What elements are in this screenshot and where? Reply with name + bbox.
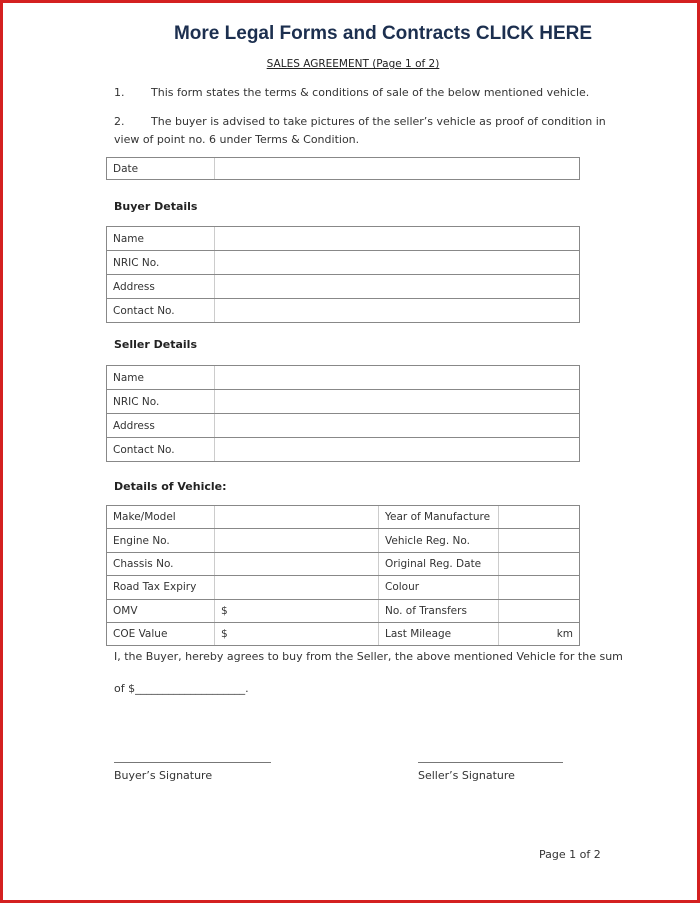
seller-name-field[interactable] xyxy=(215,366,580,390)
seller-contact-field[interactable] xyxy=(215,438,580,462)
date-table xyxy=(106,157,580,180)
seller-address-label: Address xyxy=(107,414,215,438)
buyer-address-label: Address xyxy=(107,275,215,299)
table-row xyxy=(107,576,580,599)
vehicle-right-value[interactable] xyxy=(499,552,580,575)
seller-signature-label: Seller’s Signature xyxy=(418,769,515,782)
table-row xyxy=(107,251,580,275)
seller-nric-label: NRIC No. xyxy=(107,390,215,414)
seller-name-label: Name xyxy=(107,366,215,390)
vehicle-left-label: Engine No. xyxy=(107,529,215,552)
vehicle-right-value[interactable] xyxy=(499,599,580,622)
page-number: Page 1 of 2 xyxy=(539,848,601,861)
table-row xyxy=(107,158,580,180)
vehicle-left-value[interactable] xyxy=(215,576,379,599)
vehicle-right-value[interactable] xyxy=(499,506,580,529)
table-row xyxy=(107,552,580,575)
buyer-contact-label: Contact No. xyxy=(107,299,215,323)
vehicle-left-value[interactable] xyxy=(215,552,379,575)
vehicle-details-heading: Details of Vehicle: xyxy=(114,480,227,493)
vehicle-left-label: Road Tax Expiry xyxy=(107,576,215,599)
vehicle-right-value[interactable] xyxy=(499,576,580,599)
vehicle-left-value[interactable]: $ xyxy=(215,599,379,622)
buyer-contact-field[interactable] xyxy=(215,299,580,323)
buyer-name-field[interactable] xyxy=(215,227,580,251)
table-row xyxy=(107,438,580,462)
vehicle-right-label: Last Mileage xyxy=(379,622,499,645)
vehicle-left-label: OMV xyxy=(107,599,215,622)
buyer-nric-field[interactable] xyxy=(215,251,580,275)
legal-forms-banner-link[interactable]: More Legal Forms and Contracts CLICK HERE xyxy=(173,23,593,44)
table-row xyxy=(107,506,580,529)
vehicle-details-table xyxy=(106,505,580,646)
table-row xyxy=(107,622,580,645)
buyer-details-table xyxy=(106,226,580,323)
seller-details-table xyxy=(106,365,580,462)
table-row xyxy=(107,275,580,299)
vehicle-right-label: Year of Manufacture xyxy=(379,506,499,529)
vehicle-left-value[interactable] xyxy=(215,506,379,529)
clause-2-text: The buyer is advised to take pictures of the seller’s vehicle as proof of condition in xyxy=(151,115,606,128)
clause-2-continuation: view of point no. 6 under Terms & Condition. xyxy=(114,133,360,146)
seller-details-heading: Seller Details xyxy=(114,338,197,351)
document-title: SALES AGREEMENT (Page 1 of 2) xyxy=(266,58,440,70)
table-row xyxy=(107,529,580,552)
agreement-statement: I, the Buyer, hereby agrees to buy from the Seller, the above mentioned Vehicle for the sum xyxy=(114,650,623,663)
date-label: Date xyxy=(107,158,215,180)
table-row xyxy=(107,414,580,438)
agreement-sum-field[interactable]: of $____________________. xyxy=(114,682,249,695)
clause-2-number: 2. xyxy=(114,115,125,128)
vehicle-left-value[interactable]: $ xyxy=(215,622,379,645)
buyer-signature-line[interactable] xyxy=(114,762,271,763)
buyer-signature-label: Buyer’s Signature xyxy=(114,769,213,782)
clause-1-number: 1. xyxy=(114,86,125,99)
vehicle-right-label: Original Reg. Date xyxy=(379,552,499,575)
seller-address-field[interactable] xyxy=(215,414,580,438)
buyer-nric-label: NRIC No. xyxy=(107,251,215,275)
table-row xyxy=(107,390,580,414)
date-field[interactable] xyxy=(215,158,580,180)
table-row xyxy=(107,599,580,622)
vehicle-left-label: COE Value xyxy=(107,622,215,645)
seller-nric-field[interactable] xyxy=(215,390,580,414)
table-row xyxy=(107,299,580,323)
vehicle-right-label: Vehicle Reg. No. xyxy=(379,529,499,552)
clause-1-text: This form states the terms & conditions of sale of the below mentioned vehicle. xyxy=(151,86,590,99)
seller-signature-line[interactable] xyxy=(418,762,563,763)
buyer-name-label: Name xyxy=(107,227,215,251)
table-row xyxy=(107,366,580,390)
vehicle-right-value[interactable] xyxy=(499,529,580,552)
seller-contact-label: Contact No. xyxy=(107,438,215,462)
buyer-address-field[interactable] xyxy=(215,275,580,299)
vehicle-right-value[interactable]: km xyxy=(499,622,580,645)
vehicle-left-label: Make/Model xyxy=(107,506,215,529)
vehicle-left-label: Chassis No. xyxy=(107,552,215,575)
buyer-details-heading: Buyer Details xyxy=(114,200,198,213)
table-row xyxy=(107,227,580,251)
vehicle-left-value[interactable] xyxy=(215,529,379,552)
vehicle-right-label: Colour xyxy=(379,576,499,599)
vehicle-right-label: No. of Transfers xyxy=(379,599,499,622)
